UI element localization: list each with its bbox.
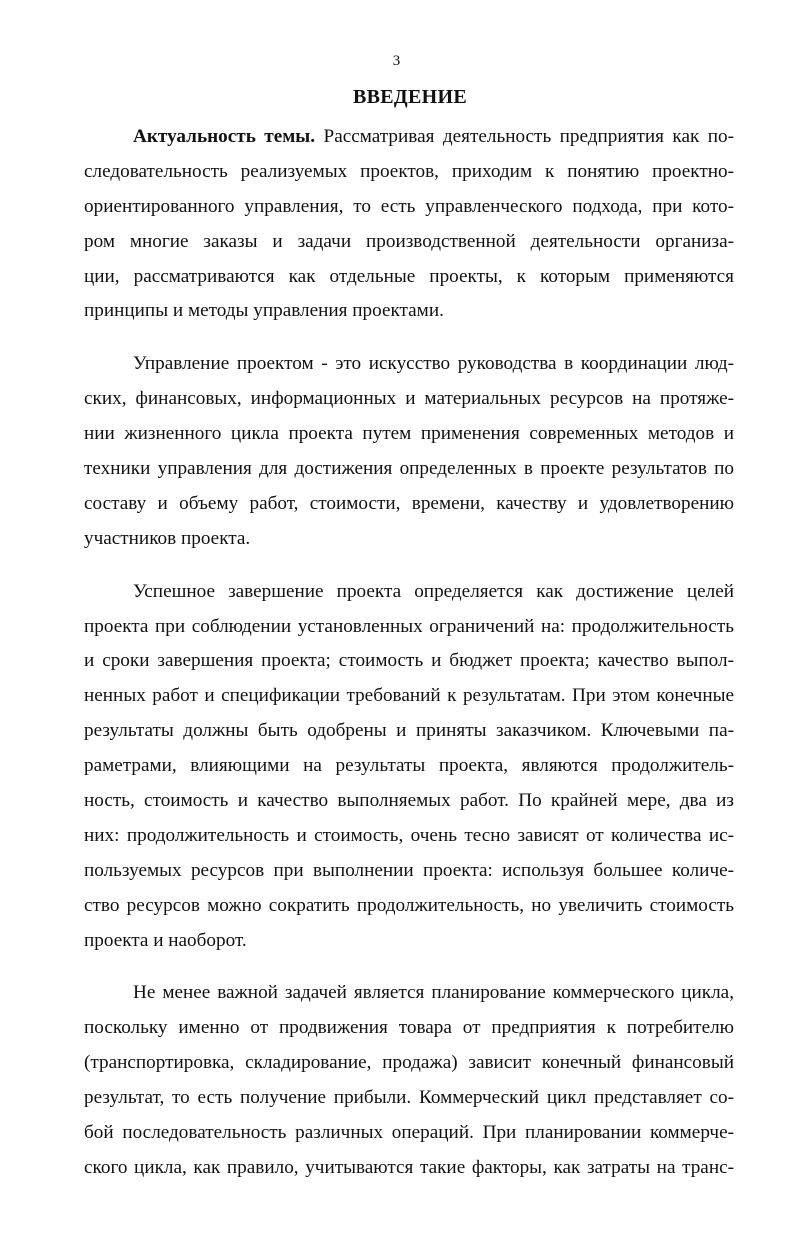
text-line: ских, финансовых, информационных и материальных ресурсов на протяже- <box>84 388 734 410</box>
text-line: них: продолжительность и стоимость, очень тесно зависят от количества ис- <box>84 824 734 846</box>
text-line: Управление проектом - это искусство руководства в координации люд- <box>133 353 734 375</box>
paragraph-gap <box>84 958 734 976</box>
text-line: бой последовательность различных операций. При планировании коммерче- <box>84 1122 734 1144</box>
paragraph-relevance <box>84 120 734 329</box>
text-line: ство ресурсов можно сократить продолжительность, но увеличить стоимость <box>84 894 734 916</box>
section-heading: ВВЕДЕНИЕ <box>353 86 467 108</box>
text-line: ром многие заказы и задачи производственной деятельности организа- <box>84 230 734 252</box>
paragraph-project-management <box>84 347 734 556</box>
text-line: поскольку именно от продвижения товара от предприятия к потребителю <box>84 1017 734 1039</box>
text-line: ского цикла, как правило, учитываются такие факторы, как затраты на транс- <box>84 1156 734 1178</box>
text-line: проекта при соблюдении установленных ограничений на: продолжительность <box>84 615 734 637</box>
relevance-label: Актуальность темы. <box>133 126 316 147</box>
text-line: принципы и методы управления проектами. <box>84 300 444 322</box>
text-line: Успешное завершение проекта определяется как достижение целей <box>133 580 734 602</box>
text-line: ненных работ и спецификации требований к результатам. При этом конечные <box>84 685 734 707</box>
text-line: нии жизненного цикла проекта путем применения современных методов и <box>84 423 734 445</box>
text-line: участников проекта. <box>84 527 251 549</box>
text-line: и сроки завершения проекта; стоимость и бюджет проекта; качество выпол- <box>84 650 734 672</box>
text-line: Не менее важной задачей является планирование коммерческого цикла, <box>133 982 734 1004</box>
text-line: составу и объему работ, стоимости, времени, качеству и удовлетворению <box>84 492 734 514</box>
text-line: раметрами, влияющими на результаты проекта, являются продолжитель- <box>84 755 734 777</box>
text-line: ориентированного управления, то есть управленческого подхода, при кото- <box>84 195 734 217</box>
body-text <box>84 120 734 1186</box>
text-line: (транспортировка, складирование, продажа) зависит конечный финансовый <box>84 1052 734 1074</box>
paragraph-gap <box>84 329 734 347</box>
page-number: 3 <box>392 53 401 69</box>
text-line: ции, рассматриваются как отдельные проекты, к которым применяются <box>84 265 734 287</box>
text-line: пользуемых ресурсов при выполнении проекта: используя большее количе- <box>84 859 734 881</box>
paragraph-project-success <box>84 575 734 959</box>
text-line: результат, то есть получение прибыли. Коммерческий цикл представляет со- <box>84 1087 734 1109</box>
text-line: Актуальность темы. Рассматривая деятельность предприятия как по- <box>133 126 734 147</box>
paragraph-gap <box>84 557 734 575</box>
text-line: проекта и наоборот. <box>84 929 247 951</box>
text-line: ность, стоимость и качество выполняемых работ. По крайней мере, два из <box>84 790 734 812</box>
text-line: результаты должны быть одобрены и приняты заказчиком. Ключевыми па- <box>84 720 734 742</box>
text-line: техники управления для достижения определенных в проекте результатов по <box>84 458 734 480</box>
paragraph-commercial-cycle <box>84 976 734 1185</box>
text-line: следовательность реализуемых проектов, приходим к понятию проектно- <box>84 160 734 182</box>
